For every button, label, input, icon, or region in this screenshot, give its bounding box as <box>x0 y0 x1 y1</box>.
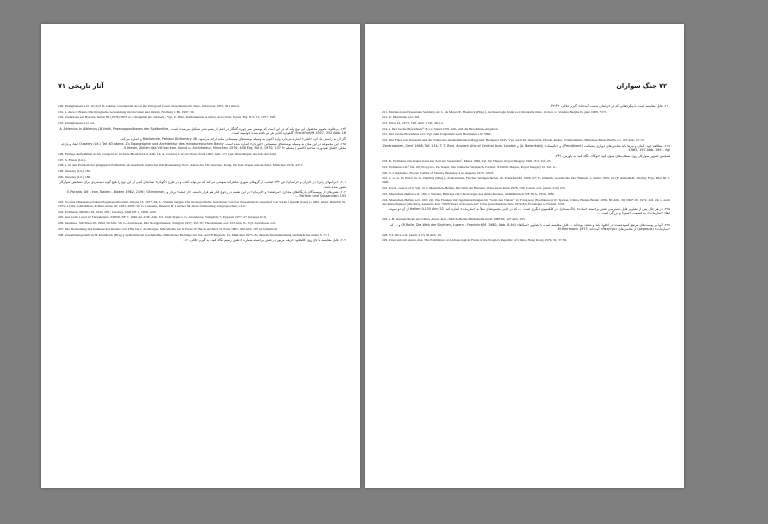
footnote: 206. Ghalaiso, Sbl/Wien 50, 1964, 56 Abb. 5b; G. Arwidsson, Die Nordgermanen, Stuttgart 1957, Taf. IV; Thordemann a.O. 223 Abb. 8.- Vgl. Arwidsson a.O. <box>58 221 276 226</box>
right-running-head: ٧٢ جنگ سواران <box>616 82 667 90</box>
footnote: ۱۹۵. این مجموعه در این میان به وسیله نوشته‌های سیستانی «کوزنان» اشاره شده است. Ouseley (Lit.) Taf. 63 abera. Zu Topographie und Architektur des minaturesischen Bauty ابعاد و پارچه محلی خلفای هم‌دوره. ساخته اکاسم / مسلم «S.Kiesel, Aktien des Vill bei Iran. Kunst u. Architektur, München 1976, 448 Erg. Bd 4, 1970, 137 f. <box>61 142 346 151</box>
right-page <box>365 24 684 488</box>
footnote: ۲۲۵. در هر حال پس از تصاویر قابل دسترسی نقش برجسته «ساده» (تاک‌بستان)، در کلکسیون دیگری است ...، که در جایی مجموعه‌ای مثلاً به «سارمات» اشاره کند. Halbm 0.155 Ann 52 از آن دو نمونه، ابعاد «سارمات»، به قسمت «سپر» و بزرگی است ... <box>388 207 670 216</box>
footnote: ۲۰۱. «برنامهای زایر» در «ایران و خراسان» ص ۲۴۲ صحبت از گروهای شهری شاهزاده شوشی می‌کند که می‌تواند کتاب و در طرح «گوتان» نشانه‌ای کتبی از این نوع را هیچ گونه دستمزدی برای تشخیص سوارکار تصور شده باشد. <box>59 180 346 189</box>
footnote: 218. K. Erdmann, Die Kunst Irans zur Zeit der Sasaniden², Mainz 1969, Taf. 62; Harper, Royal Imagery 1981, 81f. Taf. 25. <box>382 159 552 164</box>
footnote: 208. Zusammengestellt in H. Klumbach (Hrsg.), Spätrömische Gardehelme, Münchener Beiträge zur Vor- und Frühgesch. 15, München 1973. Zu diesem Zusammenhang ausführlicher unten S. 71 f. <box>58 232 330 237</box>
footnote: 198. s. zu den Problem der gängigsten Fehlerhitz als Ausdruck iranischer Rückbesinnung Vozl., Akten des VII. Internat. Kong. für Iran. Kunst und Archäol. München 1976, 437 f. <box>58 163 304 168</box>
footnote: 224. Maenchen-Helfen a.O. 160; vgl. Die Fresken mit Jagddarstellungen im "Grab des Tänzer" in T'ung-kou (Northkorea) W. Speiser, China, Baden-Baden 1959, 80 Abb. 30; DKF 20, 1972, 44f. 24; s. auch das Reiterfiguren (Ali-Sila), Ausstell.-Kat. "5000 Years of Korean Art" USA (verschiedene Orte 1979-81) Frontispiz u. Farbtaf. VIII. <box>382 197 670 206</box>
left-running-head: آثار تاریخی ٧١ <box>58 82 104 90</box>
footnote: 216. Der Fund von Kunzsali und der Samst der landnehmenden Magyaren, Budapest 1943- Vgl. auch M. Jankovich, Pferde, Reiter, Völkerstürme, München-Basel-Berlin o.J. 103 Abb. 47-72. <box>382 138 645 143</box>
footnote: 220. S. I. Rudenko, Frozen Tombs of Siberia, Berkeley-Los Angeles 1970, 129 ff. <box>382 170 495 175</box>
footnote: 199. Ouseley (Lit.) 185. <box>58 169 92 174</box>
footnote: 192. studiolaus zur Byzanz, Kunst III (1978) 5873 ss = Insignien (K. Wessel) - Vgl. E. Piltz, Kamelaukion et mitra, Acta Univ. Upsal. Fig. N.S. 15, 1977, 19ff. <box>58 115 277 120</box>
footnote: ۲۲۷. آنها بر پوست‌های مرتفع کشیده‌شده در اتاقها، بلند و متعدد بوده‌اند ... قابل مقایسه است با تصاویر «سکاها» (R.Rolle, Die Welt der Skythen, Luzern - Frankfurt/M. 1980, Abb. 8,4d) و ... که «سارمات» (pegasus) از نقاشی‌های «Pazyryk» آمده‌اند؛ M.Herrmann 1973. <box>390 222 670 231</box>
footnote: 193. Eitinghausen a.O. 24. <box>58 121 95 126</box>
left-page <box>41 24 360 488</box>
footnote: ۲۰۲. نقش‌های از نویسندگان بازیگاه‌های مجازی «مرصعه» و «ایرمان» در این نقشه در رجوع کنار هم قرار داشته، «از جمله» پرداز و E.Porada, Alt - Iran, Baden - Baden 1962, 219f.; Ghirshman, Parther und Sassaniden 193 ... <box>67 190 346 199</box>
footnote: 197. S. Fässle (Lit.). <box>58 157 86 162</box>
footnote: همچنین تصویر سوارکار روی بشقاب‌های سوی کوه «نوکا»، نگاه کنید به پاورس، ۲۴۹. <box>554 153 670 158</box>
footnote: 212. U. Herrmann a.O. 59f. <box>382 115 420 120</box>
footnote: 219. Erdmann a.O.² Taf. 60; Propyl.G. Th. Kunst, Die römische Weltreich, Farbtaf. XXXIII, Harper, Royal Imagery 61 Taf. 11. <box>382 164 557 169</box>
footnote: ۲۱۷. مطالعه خود، کمان و تیرها باید نقاشی‌های دیواری پنجیکنت (Pendjikent)، و «بالیسک» (A. Belenitskij) و Zentralasien, Genf 1968, Taf. 134; T. T. Rice, Ancient Arts of Central Asia, London 1965, 197 Abb. 189 - Vgl. <box>382 143 670 152</box>
footnote: ۲۱۰. قابل مقایسه است با پیکره‌هایی که در خراسان بدست آمده‌اند؛ گیرم جلالی، ۴۲-۴۳. <box>550 104 670 108</box>
footnote: 223. Maenchen-Helfen a.O. 160; J. Werner, Beiträge zur Chronologie des Attila-Kreises, AbhMünchen, NF 38 A, 1956, 108f. <box>382 191 555 196</box>
right-footnotes <box>382 104 670 244</box>
left-footnotes <box>58 104 346 244</box>
footnote: اگر آن به راستی یاد کرد «کپلی» اشاره می‌دارد واژه اکنون به وسیله نوشته‌های سیستانی مانند ارائه می‌شود، Mackenzie, Pahlavi Dictionary 48 و اشاره می‌کند. <box>120 136 346 141</box>
footnote: 205. Aus Grab 1 und 12 Thorsheners, ZDWK NF 7, 1940-42, 219f. Abb. 6.5. Zum Typus s. G. Arwidsson, Valsgärde 7, Uppsala 1977, 27 (Gruppe II 2). <box>58 215 268 220</box>
footnote: 214. s. Der Große Brockhaus¹⁶ X s.v. Sattel 279f. Abb. und die Brockhaus-Angaben. <box>382 126 499 131</box>
footnote: 221. s. so A. D. Bivar in: G. Hambly (Hrsg.), Zentralasien, Fischer Weltgeschichte 16, Frankfurt/M. 1966, 67; F. Altheim, Geschichte Der Hunnen 1, berlin 1959, 10 (F. Altheim/R. Stiehl); Frye, Hist III 7, 346f. <box>382 176 670 185</box>
footnote: 191. s. dazu J. Braun, Die liturgische Gewandung im Occident und Orient, Freiburg i. Br. 1907, 50. <box>58 109 195 114</box>
footnote: ۲۰۹. قابل مقایسه با تاج روی کلاهخود حریف مزبور در نقش برجسته شماره ۸ نقش رستم نگاه کنید، به گیرم جلالی، ۱۶. <box>183 238 346 243</box>
footnote: 190. Eitinghausen a.O. 16; dort D. Gluber, Ceremonial Art at the Umayyad Court, maschinenschr. Diss., Princeton 1955, 561 zitiert. <box>58 104 240 108</box>
footnote: 204. Erdmann, MDOG 38, 1942, 28f.; Luschey, AMI NF 1, 1968, 129f. <box>58 209 157 214</box>
footnote: 200. Ouseley (Lit.) 186. <box>58 174 92 179</box>
footnote: 196. Einzige Aufnahmen in der vorigen Lit. in Sarre/Herzfeld/Lit. Abb. 14; A. Godard, L'art de l'Iran, Paris 1962, Abb. 171 (aus Obersätigste des Iah 'Ali Sah). <box>58 152 277 156</box>
footnote: 226. s. B. Kunnatchicke aus China, Ausst.-Kat., Zürich-Berlin-Hildesheim-Köln 1980/82, 127 Abb. 105. <box>382 217 526 222</box>
footnote: 222. Icard., Genos 213; Vgl. O. J. Maenchen-Helfen, Die Welt der Hunnen, Wien-Graz-Köln 1978, 159; Laszlo a.O. (Anm. 216) 155. <box>382 186 566 191</box>
footnote: ۱۹۴. برعلاوه، تصویر محصول این نوع پایه که در این است که پوشش سر چهره گلنگار در اصل از پشم شتر تشکیل می‌شده است. A. Ahlenius in Albienus J.B.feldt, Praesuppositiones der Spätantike, Frankfurt/M 1957, 352 Abb. 16; گاهواره کتانی هر دو بافته شده خواسته است. <box>59 126 346 135</box>
footnote: 228. T.T. Rice a.O. (Anm. 217) 36 Abb. 19. <box>382 232 442 237</box>
footnote: 203. So eine Diskussion Pakazi/Sagiazena/Rostam, Oriens 13, 1977, 64; L. Vanden berghe, Der ikonografische bericheren von frei Sassanidisch caesarisef von Sarab-i Qandil (Iran) (= Mitt. Abad. Rüstmit 35, 1973, 2 (261; Ghirshman, Artibus Asiae 20, 1963, 209f.; W. G. Lukonin, Iniseren H. Luscher für diese Umdeutung ausgesprochen, s.Lit. <box>58 200 346 209</box>
footnote: 211. Pantheon und Sassanian Saddlery, in: L. de Meyer/E. Haerinck (Hrsg.), Archaeologia Iranica et Orientalis misc., in hon. L. Vanden Berghe II, gent 1989, 757f. <box>382 109 607 114</box>
footnote: 213. Ichar 16, 1973, 74ff. Abb. 1 Taf. 48,1.2. <box>382 121 444 126</box>
footnote: 229. Cites Arts im Ausst.-Kat. The Exhibition of Archaeological Finds of the People's Republic of China, Hong Kong 1976, Nr. 57-59. <box>382 238 568 243</box>
footnote: 215. Der Große Brockhaus a.O. Vgl. zum Folgenden auch Herrmann a.O. 589f. <box>382 132 492 137</box>
footnote: 207. Die Darstellung des Indienes des Reiters von T'Bu bei J. de Morgan, Miscellania sur la Perse IV, Bech-Archäol. II, Paris 1897, 320 Abb. 187 ist fehlerhaft. <box>58 226 278 231</box>
